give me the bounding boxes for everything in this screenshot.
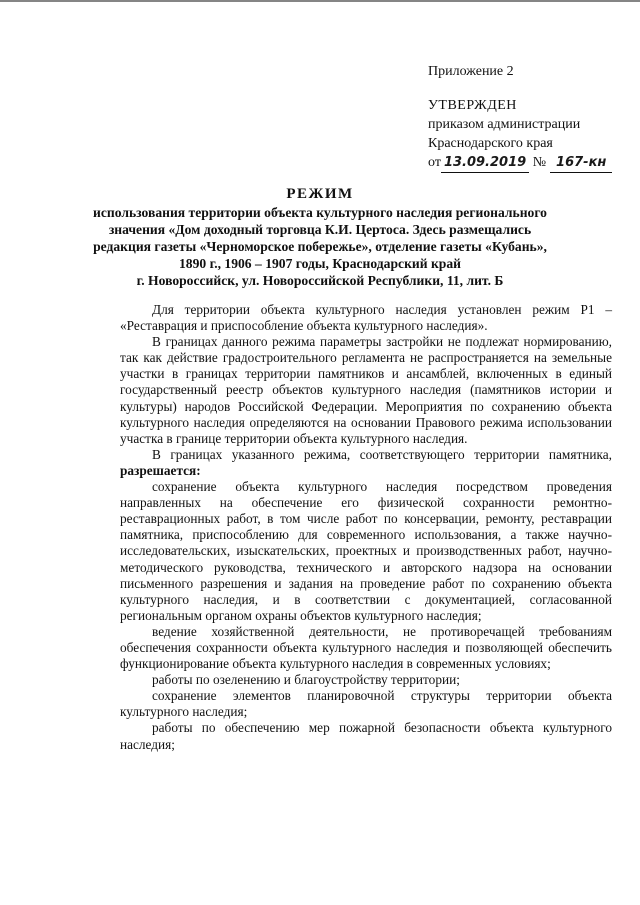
permitted-intro-text: В границах указанного режима, соответствующего территории памятника, bbox=[152, 446, 612, 462]
subtitle-line: 1890 г., 1906 – 1907 годы, Краснодарский край bbox=[179, 256, 461, 271]
scan-edge bbox=[0, 0, 640, 2]
list-item-planning: сохранение элементов планировочной структуры территории объекта культурного наследия; bbox=[120, 688, 612, 720]
permitted-keyword: разрешается: bbox=[120, 462, 201, 478]
list-item-fire-safety: работы по обеспечению мер пожарной безопасности объекта культурного наследия; bbox=[120, 720, 612, 752]
subtitle-line: использования территории объекта культурного наследия регионального bbox=[93, 205, 547, 220]
subtitle-line: значения «Дом доходный торговца К.И. Цертоса. Здесь размещались bbox=[108, 222, 532, 237]
approved-label: УТВЕРЖДЕН bbox=[428, 98, 517, 113]
subtitle-line: редакция газеты «Черноморское побережье», отделение газеты «Кубань», bbox=[93, 239, 547, 254]
paragraph-regime: Для территории объекта культурного наследия установлен режим Р1 – «Реставрация и приспособление объекта культурного наследия». bbox=[120, 302, 612, 334]
list-item-preservation: сохранение объекта культурного наследия посредством проведения направленных на обеспечение его физической сохранности ремонтно-реставрационных работ, в том числе работ по консервации, ремонту, реставрации памятника, приспособлению для современного использования, а также научно-исследовательских, изыскательских, проектных и производственных работ, научно-методического руководства, технического и авторского надзора на основании письменного разрешения и задания на проведение работ по сохранению объекта культурного наследия, и в соответствии с документацией, согласованной региональным органом охраны объектов культурного наследия; bbox=[120, 479, 612, 623]
document-subtitle bbox=[0, 204, 640, 289]
subtitle-line: г. Новороссийск, ул. Новороссийской Республики, 11, лит. Б bbox=[136, 273, 504, 288]
handwritten-date: 13.09.2019 bbox=[441, 153, 529, 173]
document-body bbox=[120, 302, 612, 753]
paragraph-boundaries: В границах данного режима параметры застройки не подлежат нормированию, так как действие градостроительного регламента не распространяется на земельные участки в границах территории памятников и ансамблей, включенных в единый государственный реестр объектов культурного наследия (памятников истории и культуры) народов Российской Федерации. Мероприятия по сохранению объекта культурного наследия определяются на основании Правового режима использовании участка в границе территории объекта культурного наследия. bbox=[120, 334, 612, 446]
paragraph-permitted-intro bbox=[120, 447, 612, 479]
date-number-line bbox=[428, 153, 612, 173]
appendix-label: Приложение 2 bbox=[428, 64, 514, 79]
handwritten-number: 167-кн bbox=[550, 153, 612, 173]
order-line-2: Краснодарского края bbox=[428, 136, 553, 151]
list-item-landscaping: работы по озеленению и благоустройству территории; bbox=[152, 672, 460, 688]
list-item-economic: ведение хозяйственной деятельности, не противоречащей требованиям обеспечения сохранности объекта культурного наследия и позволяющей обеспечить функционирование объекта культурного наследия в современных условиях; bbox=[120, 623, 612, 672]
order-line-1: приказом администрации bbox=[428, 117, 581, 132]
document-title: РЕЖИМ bbox=[286, 186, 354, 202]
approval-block bbox=[428, 96, 612, 173]
date-prefix: от bbox=[428, 155, 441, 170]
number-sign: № bbox=[532, 155, 547, 170]
